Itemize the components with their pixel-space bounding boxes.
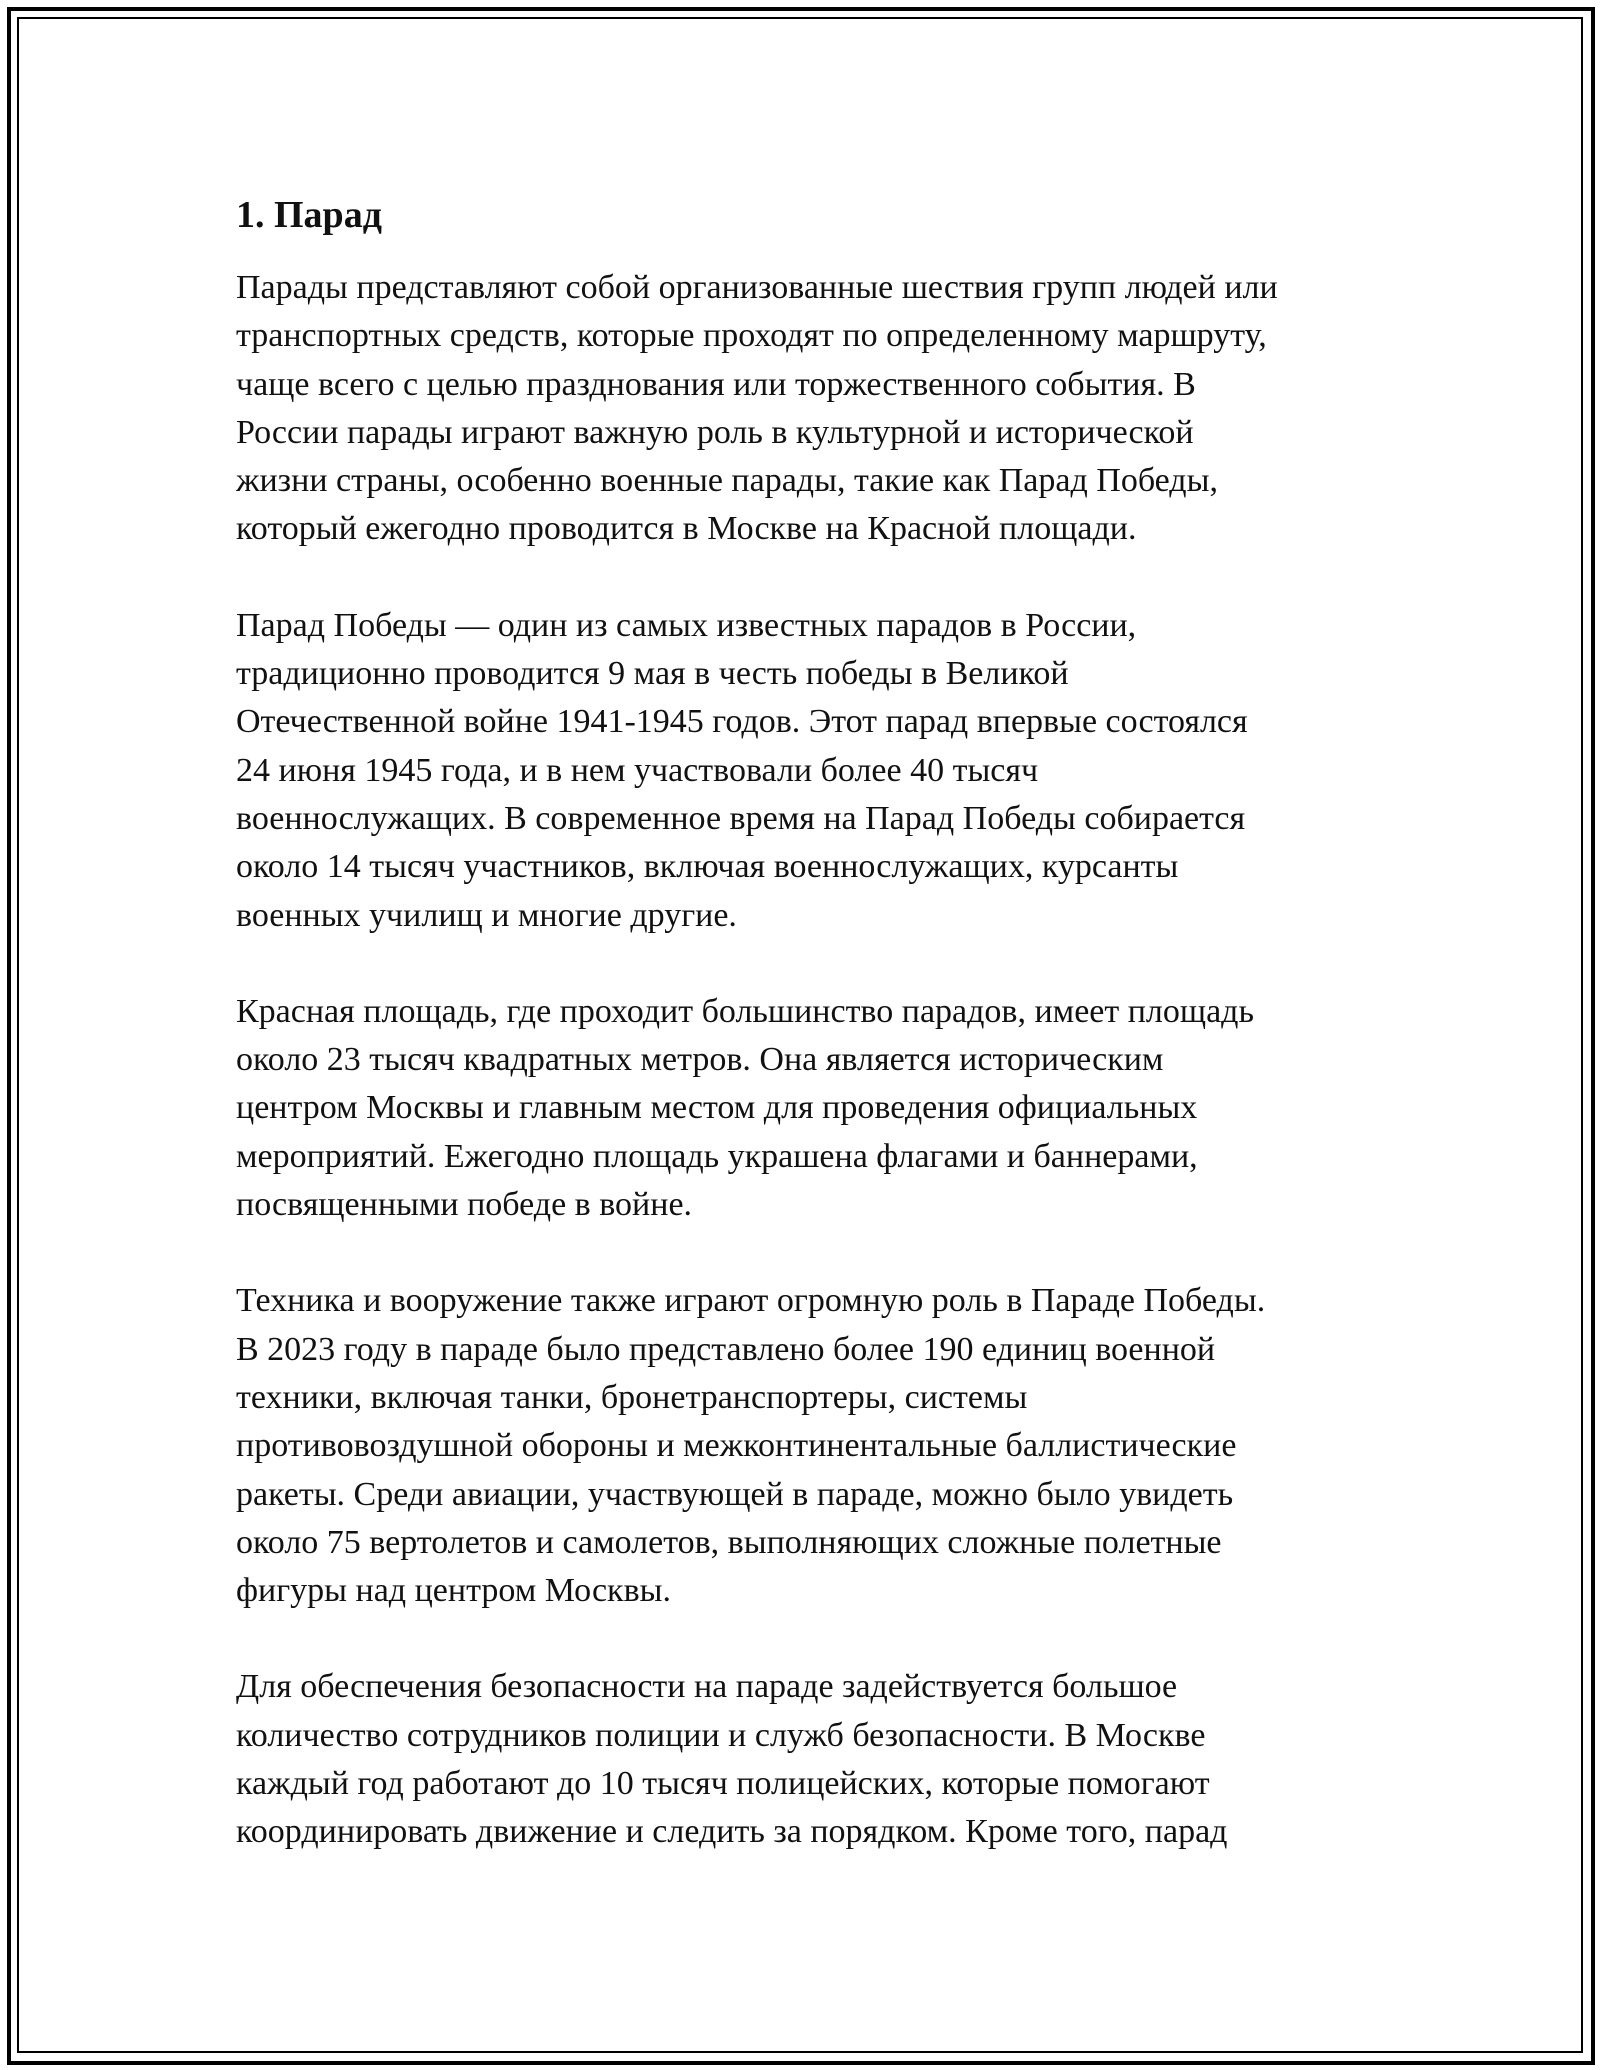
paragraph-security: Для обеспечения безопасности на параде задействуется большое количество сотрудников полиции и служб безопасности. В Москве каждый год работают до 10 тысяч полицейских, которые помогают координировать движение и следить за порядком. Кроме того, парад	[236, 1668, 1228, 1851]
section-heading: 1. Парад	[236, 194, 382, 236]
document-body	[236, 186, 1366, 1905]
paragraph-equipment: Техника и вооружение также играют огромную роль в Параде Победы. В 2023 году в параде было представлено более 190 единиц военной техники, включая танки, бронетранспортеры, системы противовоздушной обороны и межконтинентальные баллистические ракеты. Среди авиации, участвующей в параде, можно было увидеть около 75 вертолетов и самолетов, выполняющих сложные полетные фигуры над центром Москвы.	[236, 1282, 1266, 1610]
paragraph-intro: Парады представляют собой организованные шествия групп людей или транспортных средств, которые проходят по определенному маршруту, чаще всего с целью празднования или торжественного события. В России парады играют важную роль в культурной и исторической жизни страны, особенно военные парады, такие как Парад Победы, который ежегодно проводится в Москве на Красной площади.	[236, 269, 1278, 548]
paragraph-red-square: Красная площадь, где проходит большинство парадов, имеет площадь около 23 тысяч квадратных метров. Она является историческим центром Москвы и главным местом для проведения официальных мероприятий. Ежегодно площадь украшена флагами и баннерами, посвященными победе в войне.	[236, 992, 1254, 1224]
paragraph-victory-parade: Парад Победы — один из самых известных парадов в России, традиционно проводится 9 мая в честь победы в Великой Отечественной войне 1941-1945 годов. Этот парад впервые состоялся 24 июня 1945 года, и в нем участвовали более 40 тысяч военнослужащих. В современное время на Парад Победы собирается около 14 тысяч участников, включая военнослужащих, курсанты военных училищ и многие другие.	[236, 606, 1248, 934]
